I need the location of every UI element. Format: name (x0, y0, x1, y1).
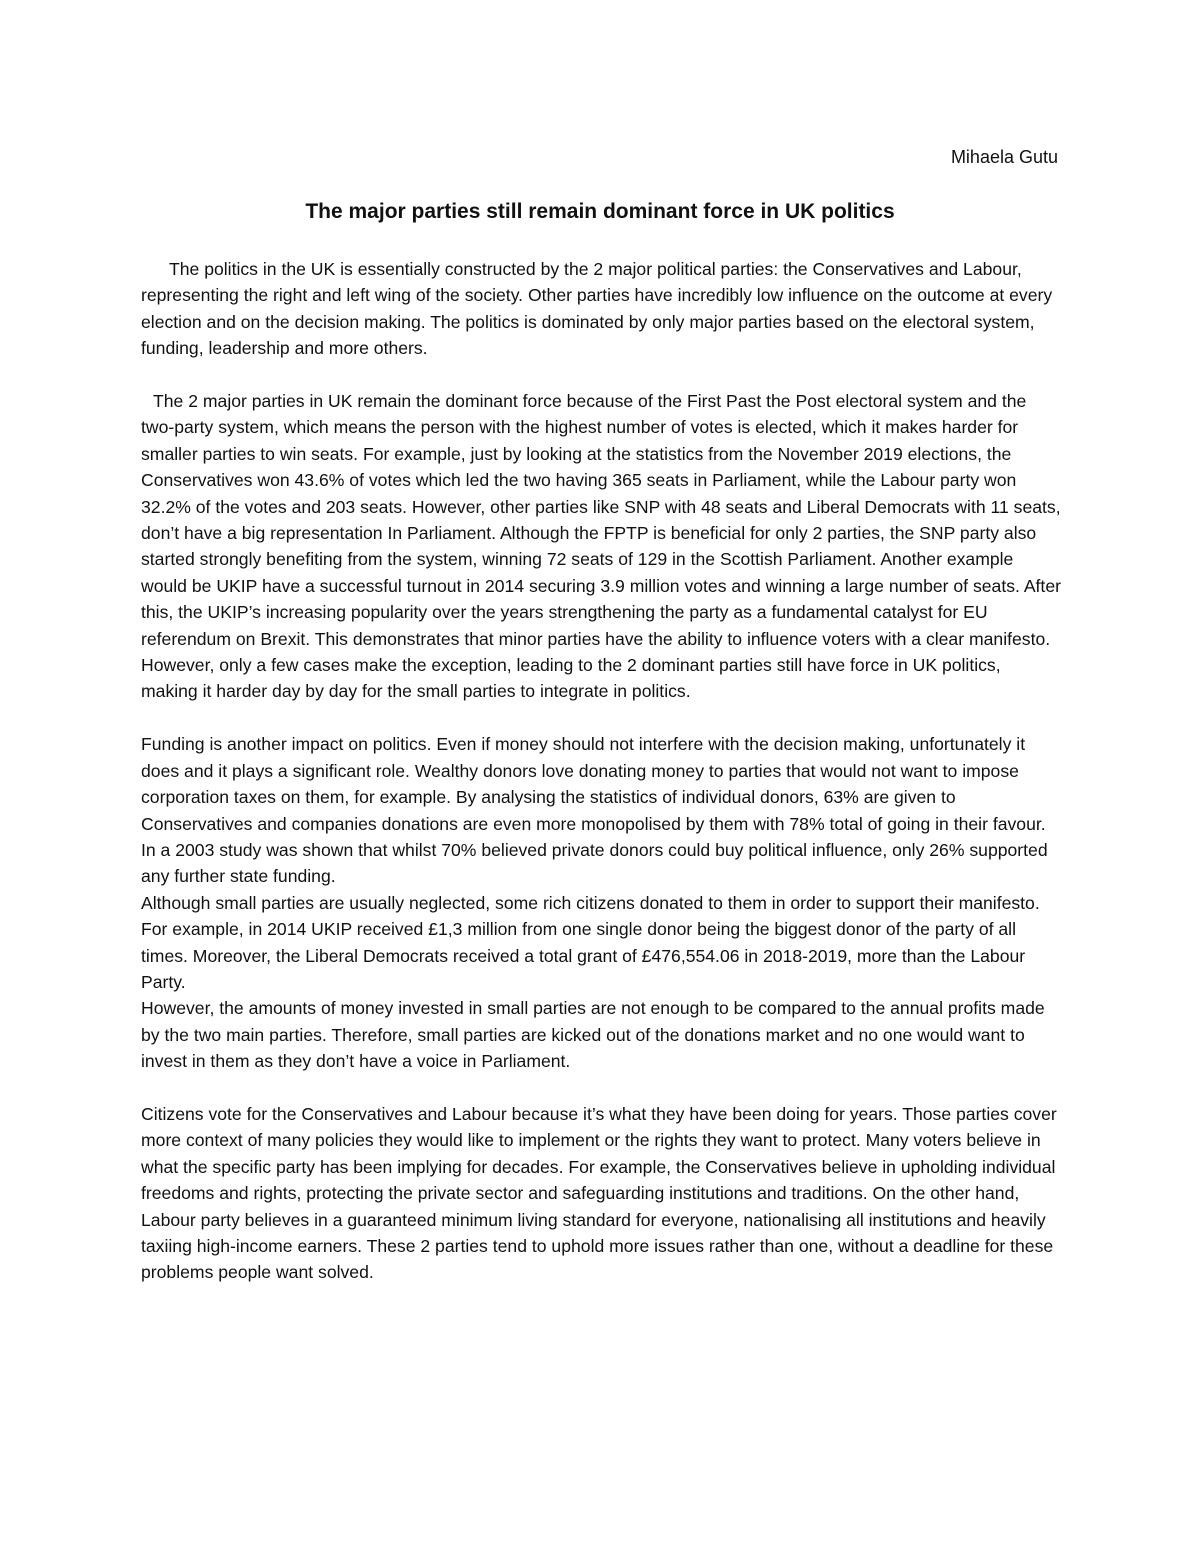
paragraph-electoral-conclusion: However, only a few cases make the exception, leading to the 2 dominant parties still have force in UK politics, making it harder day by day for the small parties to integrate in politics. (141, 655, 1001, 702)
author-name: Mihaela Gutu (950, 147, 1058, 167)
paragraph-introduction: The politics in the UK is essentially constructed by the 2 major political parties: the Conservatives and Labour, representing the right and left wing of the society. Other parties have incredibly low influence on the outcome at every election and on the decision making. The politics is dominated by only major parties based on the electoral system, funding, leadership and more others. (141, 259, 1053, 359)
paragraph-funding: Funding is another impact on politics. Even if money should not interfere with the decision making, unfortunately it does and it plays a significant role. Wealthy donors love donating money to parties that would not want to impose corporation taxes on them, for example. By analysing the statistics of individual donors, 63% are given to Conservatives and companies donations are even more monopolised by them with 78% total of going in their favour. In a 2003 study was shown that whilst 70% believed private donors could buy political influence, only 26% supported any further state funding. (141, 734, 1048, 887)
document-title: The major parties still remain dominant force in UK politics (305, 200, 895, 223)
paragraph-voter-habits: Citizens vote for the Conservatives and Labour because it’s what they have been doing for years. Those parties cover more context of many policies they would like to implement or the rights they want to protect. Many voters believe in what the specific party has been implying for decades. For example, the Conservatives believe in upholding individual freedoms and rights, protecting the private sector and safeguarding institutions and traditions. On the other hand, Labour party believes in a guaranteed minimum living standard for everyone, nationalising all institutions and heavily taxiing high-income earners. These 2 parties tend to uphold more issues rather than one, without a deadline for these problems people want solved. (141, 1103, 1057, 1283)
paragraph-funding-conclusion: However, the amounts of money invested in small parties are not enough to be compared to the annual profits made by the two main parties. Therefore, small parties are kicked out of the donations market and no one would want to invest in them as they don’t have a voice in Parliament. (141, 998, 1045, 1072)
document-body (141, 256, 1061, 1286)
paragraph-electoral-system: The 2 major parties in UK remain the dominant force because of the First Past the Post electoral system and the two-party system, which means the person with the highest number of votes is elected, which it makes harder for smaller parties to win seats. For example, just by looking at the statistics from the November 2019 elections, the Conservatives won 43.6% of votes which led the two having 365 seats in Parliament, while the Labour party won 32.2% of the votes and 203 seats. However, other parties like SNP with 48 seats and Liberal Democrats with 11 seats, don’t have a big representation In Parliament. Although the FPTP is beneficial for only 2 parties, the SNP party also started strongly benefiting from the system, winning 72 seats of 129 in the Scottish Parliament. Another example would be UKIP have a successful turnout in 2014 securing 3.9 million votes and winning a large number of seats. After this, the UKIP’s increasing popularity over the years strengthening the party as a fundamental catalyst for EU referendum on Brexit. This demonstrates that minor parties have the ability to influence voters with a clear manifesto. (141, 391, 1061, 649)
paragraph-small-party-donors: Although small parties are usually neglected, some rich citizens donated to them in order to support their manifesto. For example, in 2014 UKIP received £1,3 million from one single donor being the biggest donor of the party of all times. Moreover, the Liberal Democrats received a total grant of £476,554.06 in 2018-2019, more than the Labour Party. (141, 892, 1040, 992)
